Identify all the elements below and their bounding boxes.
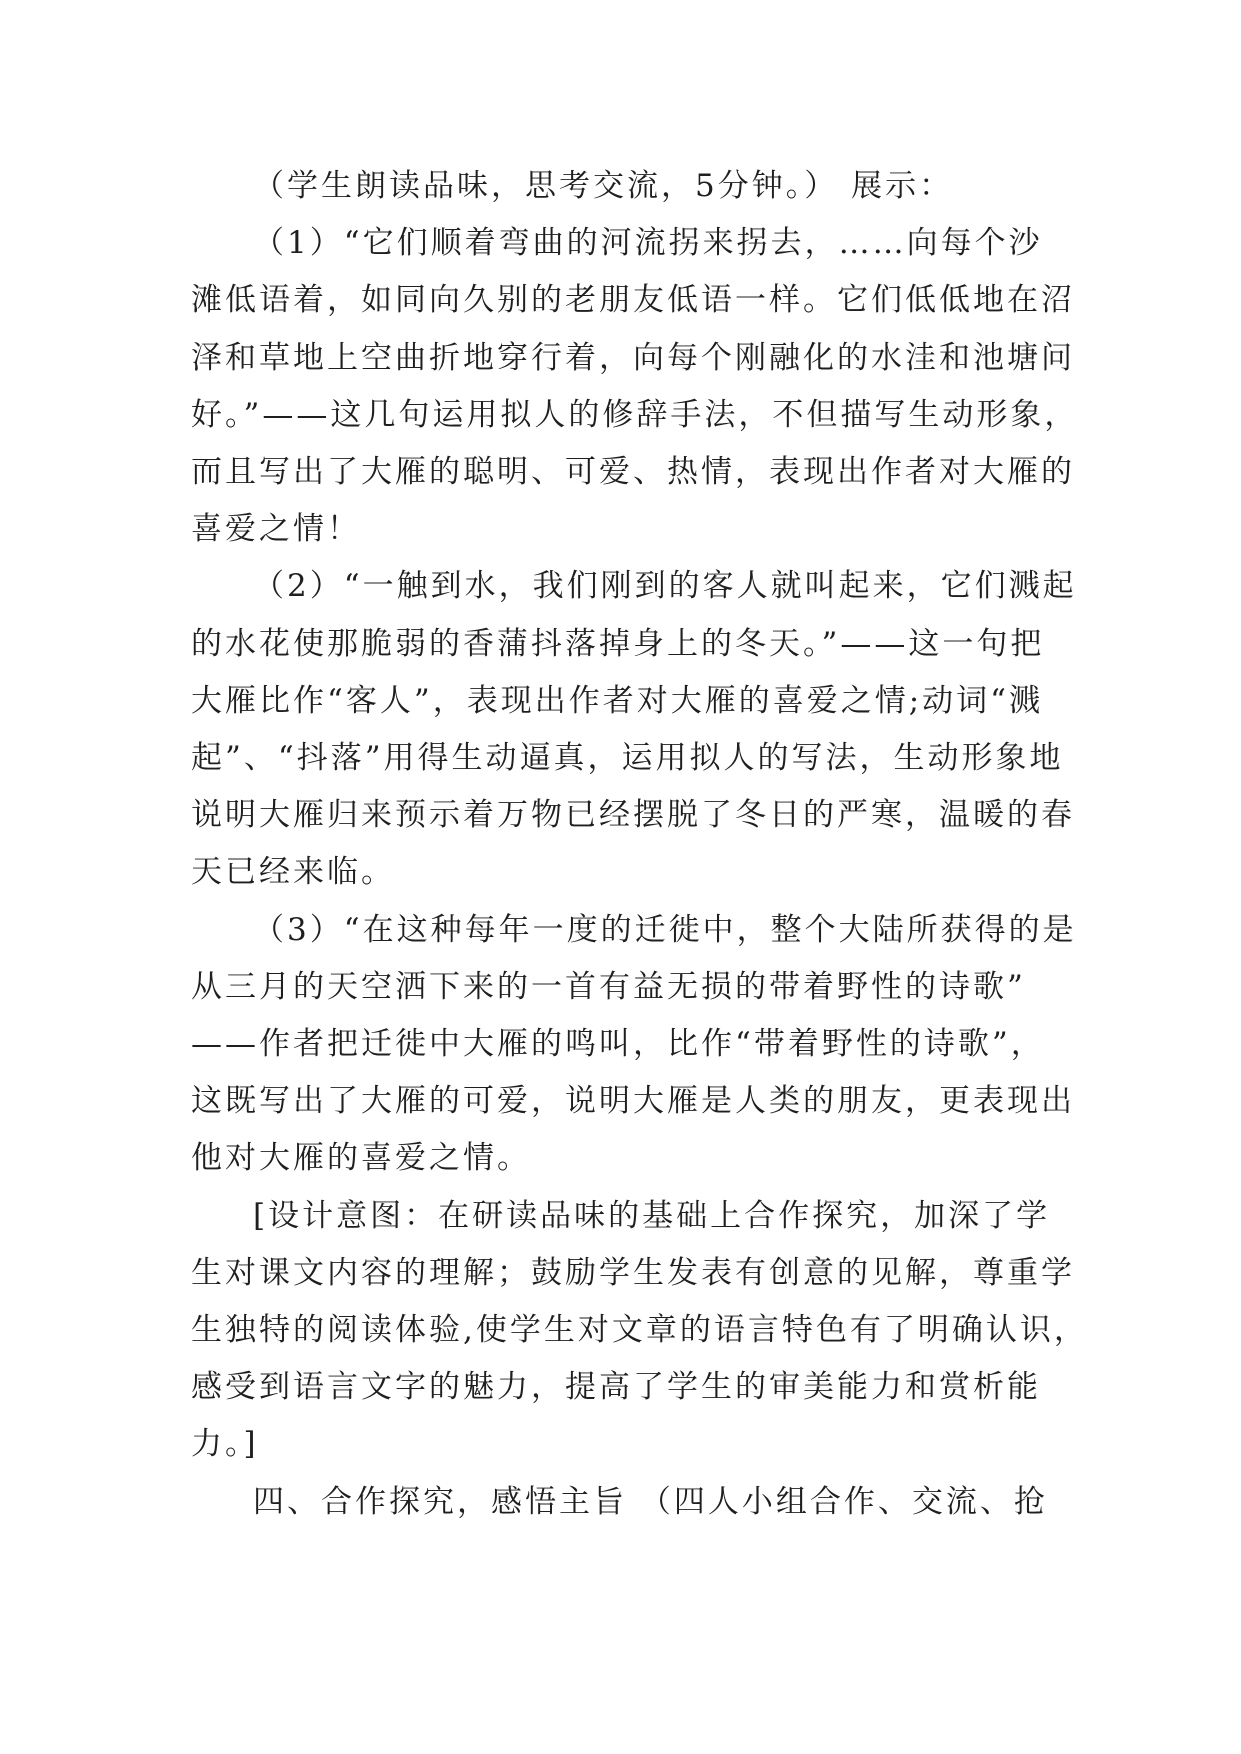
text-line: 力。]: [191, 1426, 259, 1463]
text-line: 滩低语着，如同向久别的老朋友低语一样。它们低低地在沼: [191, 282, 1075, 319]
paragraph-section-4: [191, 1474, 1053, 1531]
text-line: 这既写出了大雁的可爱，说明大雁是人类的朋友，更表现出: [191, 1083, 1075, 1120]
text-line: 而且写出了大雁的聪明、可爱、热情，表现出作者对大雁的: [191, 454, 1075, 491]
text-line: ——作者把迁徙中大雁的鸣叫，比作“带着野性的诗歌”，: [191, 1026, 1045, 1063]
text-line: （3）“在这种每年一度的迁徙中，整个大陆所获得的是: [253, 911, 1077, 948]
text-line: 好。”——这几句运用拟人的修辞手法，不但描写生动形象，: [191, 396, 1079, 433]
text-line: [设计意图：在研读品味的基础上合作探究，加深了学: [253, 1197, 1051, 1234]
paragraph-intro: [191, 158, 1053, 215]
text-line: 泽和草地上空曲折地穿行着，向每个刚融化的水洼和池塘问: [191, 339, 1075, 376]
paragraph-design-intent: [191, 1188, 1088, 1474]
text-line: 起”、“抖落”用得生动逼真，运用拟人的写法，生动形象地: [191, 740, 1064, 777]
text-line: 感受到语言文字的魅力，提高了学生的审美能力和赏析能: [191, 1369, 1041, 1406]
paragraph-example-2: [191, 558, 1077, 901]
text-line: 喜爱之情！: [191, 511, 361, 548]
text-line: 四、合作探究，感悟主旨 （四人小组合作、交流、抢: [253, 1483, 1048, 1520]
text-line: 大雁比作“客人”，表现出作者对大雁的喜爱之情;动词“溅: [191, 682, 1043, 719]
document-body: [191, 158, 1088, 1531]
text-line: （2）“一触到水，我们刚到的客人就叫起来，它们溅起: [253, 568, 1077, 605]
text-line: 说明大雁归来预示着万物已经摆脱了冬日的严寒，温暖的春: [191, 797, 1075, 834]
text-line: 的水花使那脆弱的香蒲抖落掉身上的冬天。”——这一句把: [191, 625, 1045, 662]
text-line: 生独特的阅读体验,使学生对文章的语言特色有了明确认识，: [191, 1312, 1088, 1349]
text-line: （1）“它们顺着弯曲的河流拐来拐去，……向每个沙: [253, 225, 1043, 262]
text-line: 天已经来临。: [191, 854, 395, 891]
paragraph-example-3: [191, 902, 1077, 1188]
text-line: 生对课文内容的理解；鼓励学生发表有创意的见解，尊重学: [191, 1254, 1075, 1291]
text-line: 从三月的天空洒下来的一首有益无损的带着野性的诗歌”: [191, 968, 1026, 1005]
text-line: 他对大雁的喜爱之情。: [191, 1140, 531, 1177]
text-line: （学生朗读品味，思考交流，5分钟。） 展示：: [253, 168, 954, 204]
paragraph-example-1: [191, 215, 1079, 558]
